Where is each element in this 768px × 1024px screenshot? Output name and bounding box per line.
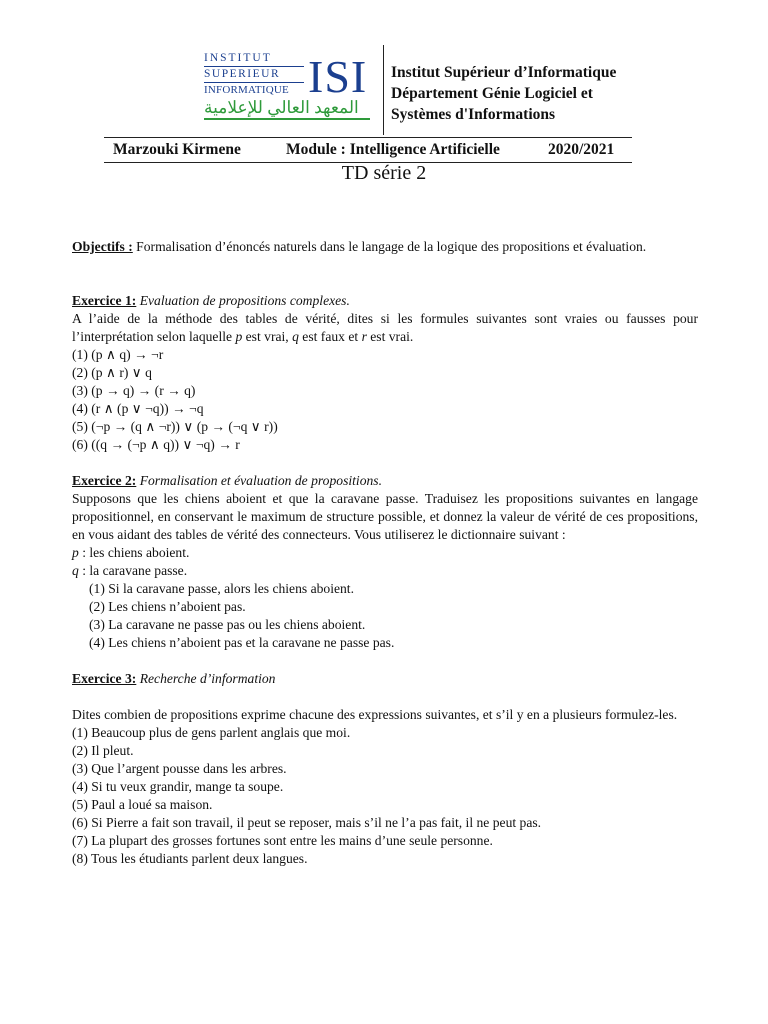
exercise-1-heading bbox=[72, 292, 698, 310]
list-item: (2) Les chiens n’aboient pas. bbox=[89, 599, 246, 614]
list-item: (7) La plupart des grosses fortunes sont entre les mains d’une seule personne. bbox=[72, 833, 493, 848]
institution-line-3: Systèmes d'Informations bbox=[391, 106, 556, 123]
formula-item: (4) (r ∧ (p ∨ ¬q)) → ¬q bbox=[72, 401, 204, 416]
exercise-2-intro: Supposons que les chiens aboient et que la caravane passe. Traduisez les propositions suivantes en langage propositionnel, en conservant le maximum de structure possible, et donnez la valeur de vérité de ces propositions, en vous aidant des tables de vérité des connecteurs. Vous utiliserez le dictionnaire suivant : bbox=[72, 491, 698, 542]
academic-year: 2020/2021 bbox=[548, 141, 615, 158]
header-divider bbox=[383, 45, 384, 135]
formula-item: (1) (p ∧ q) → ¬r bbox=[72, 347, 164, 362]
logo-underline bbox=[204, 118, 370, 120]
list-item: (5) Paul a loué sa maison. bbox=[72, 797, 213, 812]
institution-block bbox=[391, 62, 616, 125]
objectives-label: Objectifs : bbox=[72, 239, 133, 254]
list-item: (3) Que l’argent pousse dans les arbres. bbox=[72, 761, 287, 776]
exercise-1-intro: A l’aide de la méthode des tables de vérité, dites si les formules suivantes sont vraies ou fausses pour l’interprétation selon laquelle p est vrai, q est faux et r est vrai. bbox=[72, 311, 698, 344]
institution-line-1: Institut Supérieur d’Informatique bbox=[391, 64, 617, 81]
isi-logo bbox=[204, 52, 374, 124]
logo-arabic-name: المعهد العالي للإعلامية bbox=[204, 98, 359, 117]
exercise-3-label: Exercice 3: bbox=[72, 671, 137, 686]
logo-wordmark bbox=[204, 52, 304, 97]
page-title: TD série 2 bbox=[341, 162, 427, 184]
exercise-3-subtitle: Recherche d’information bbox=[136, 671, 276, 686]
header-rule-top bbox=[104, 137, 632, 138]
list-item: (3) La caravane ne passe pas ou les chiens aboient. bbox=[89, 617, 366, 632]
list-item: (2) Il pleut. bbox=[72, 743, 134, 758]
exercise-2-heading bbox=[72, 472, 698, 490]
logo-line-3: INFORMATIQUE bbox=[204, 84, 289, 96]
exercise-2-subtitle: Formalisation et évaluation de propositions. bbox=[136, 473, 382, 488]
formula-item: (6) ((q → (¬p ∧ q)) ∨ ¬q) → r bbox=[72, 437, 240, 452]
list-item: (4) Si tu veux grandir, mange ta soupe. bbox=[72, 779, 284, 794]
module-name: Module : Intelligence Artificielle bbox=[286, 141, 500, 158]
formula-item: (2) (p ∧ r) ∨ q bbox=[72, 365, 152, 380]
list-item: (1) Beaucoup plus de gens parlent anglais que moi. bbox=[72, 725, 351, 740]
exercise-1-subtitle: Evaluation de propositions complexes. bbox=[136, 293, 350, 308]
list-item: (4) Les chiens n’aboient pas et la caravane ne passe pas. bbox=[89, 635, 395, 650]
dictionary-entry: q : la caravane passe. bbox=[72, 563, 188, 578]
objectives-text: Formalisation d’énoncés naturels dans le langage de la logique des propositions et évaluation. bbox=[132, 239, 647, 254]
formula-item: (5) (¬p → (q ∧ ¬r)) ∨ (p → (¬q ∨ r)) bbox=[72, 419, 278, 434]
author-name: Marzouki Kirmene bbox=[113, 141, 241, 158]
list-item: (1) Si la caravane passe, alors les chiens aboient. bbox=[89, 581, 354, 596]
list-item: (6) Si Pierre a fait son travail, il peut se reposer, mais s’il ne l’a pas fait, il ne peut pas. bbox=[72, 815, 542, 830]
logo-line-2: SUPERIEUR bbox=[204, 68, 281, 80]
formula-item: (3) (p → q) → (r → q) bbox=[72, 383, 196, 398]
exercise-3-item-list bbox=[72, 724, 698, 868]
exercise-1-formula-list bbox=[72, 346, 698, 454]
logo-acronym: ISI bbox=[308, 51, 368, 102]
institution-line-2: Département Génie Logiciel et bbox=[391, 85, 593, 102]
exercise-2-label: Exercice 2: bbox=[72, 473, 137, 488]
exercise-3-heading bbox=[72, 670, 698, 688]
exercise-3-intro: Dites combien de propositions exprime chacune des expressions suivantes, et s’il y en a plusieurs formulez-les. bbox=[72, 707, 678, 722]
dictionary-entry: p : les chiens aboient. bbox=[72, 545, 190, 560]
exercise-1-label: Exercice 1: bbox=[72, 293, 137, 308]
exercise-2-item-list bbox=[72, 580, 698, 652]
document-body bbox=[72, 238, 698, 868]
objectives-paragraph bbox=[72, 238, 698, 256]
logo-line-1: INSTITUT bbox=[204, 52, 272, 64]
list-item: (8) Tous les étudiants parlent deux langues. bbox=[72, 851, 308, 866]
